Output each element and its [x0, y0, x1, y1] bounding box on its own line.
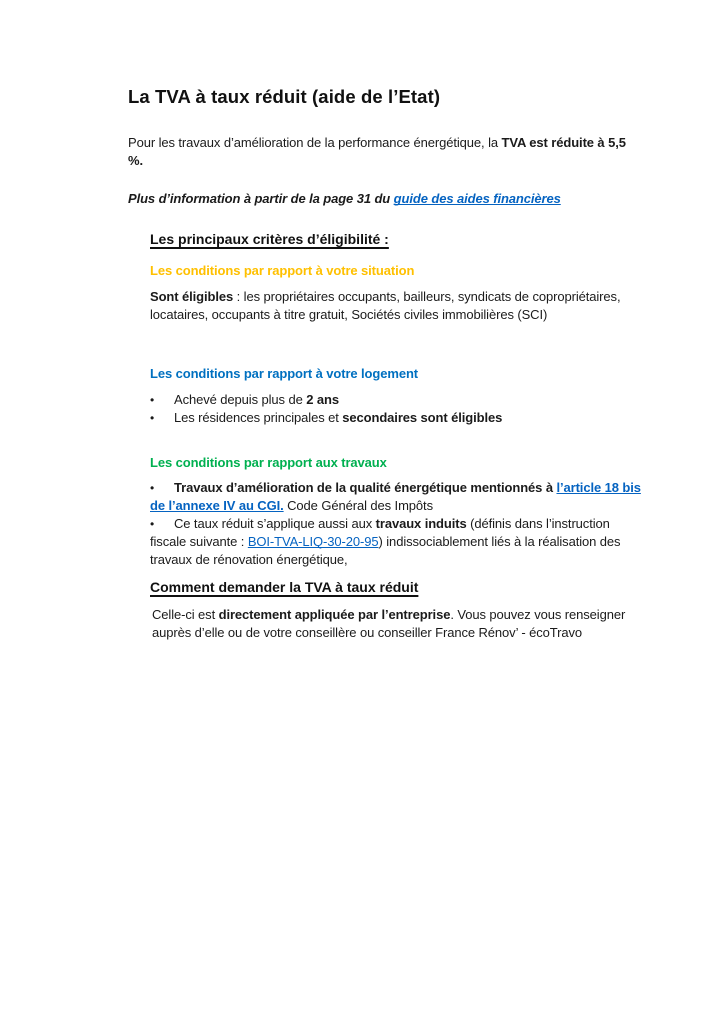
- travaux-bullet2-bold: travaux induits: [375, 516, 467, 531]
- eligibility-criteria-heading: Les principaux critères d’éligibilité :: [150, 231, 389, 247]
- travaux-bullet2-text3: ) indissociablement liés à la réalisation des travaux de rénovation énergétique,: [150, 534, 621, 567]
- travaux-bullet-list: [150, 479, 642, 569]
- logement-bullet-list: [150, 391, 642, 427]
- bullet-icon: •: [150, 517, 155, 531]
- intro-paragraph: [128, 134, 642, 170]
- list-item: [150, 391, 642, 409]
- logement-conditions-heading: Les conditions par rapport à votre logement: [150, 366, 419, 381]
- logement-bullet-bold: 2 ans: [306, 392, 339, 407]
- how-to-request-heading: Comment demander la TVA à taux réduit: [150, 579, 419, 595]
- howto-text2: . Vous pouvez vous renseigner auprès d’elle ou de votre conseillère ou conseiller France Rénov’ - écoTravo: [152, 607, 626, 640]
- how-to-paragraph: [152, 606, 648, 642]
- bullet-icon: •: [150, 481, 155, 495]
- logement-bullet-text: Achevé depuis plus de: [174, 392, 307, 407]
- travaux-bullet2-text1: Ce taux réduit s’applique aussi aux: [174, 516, 376, 531]
- list-item: [150, 515, 642, 569]
- bullet-icon: •: [150, 393, 155, 407]
- article-18-bis-cgi-link[interactable]: l’article 18 bis de l’annexe IV au CGI.: [150, 480, 641, 513]
- list-item: [150, 479, 642, 515]
- guide-aides-financieres-link[interactable]: guide des aides financières: [393, 191, 561, 206]
- more-info-line: [128, 190, 642, 208]
- more-info-text: Plus d’information à partir de la page 31 du: [128, 191, 394, 206]
- document-title: La TVA à taux réduit (aide de l’Etat): [128, 86, 441, 107]
- situation-lead-bold: Sont éligibles: [150, 289, 234, 304]
- main-content: [150, 229, 642, 642]
- logement-bullet-text: Les résidences principales et: [174, 410, 343, 425]
- travaux-bullet1-bold: Travaux d’amélioration de la qualité énergétique mentionnés à: [174, 480, 557, 495]
- bullet-icon: •: [150, 411, 155, 425]
- howto-text1: Celle-ci est: [152, 607, 219, 622]
- logement-bullet-bold: secondaires sont éligibles: [342, 410, 503, 425]
- travaux-conditions-heading: Les conditions par rapport aux travaux: [150, 455, 387, 470]
- intro-text: Pour les travaux d’amélioration de la performance énergétique, la: [128, 135, 502, 150]
- intro-text-bold: TVA est réduite à 5,5 %.: [128, 135, 626, 168]
- situation-body-text: : les propriétaires occupants, bailleurs, syndicats de copropriétaires, locataires, occupants à titre gratuit, Sociétés civiles immobilières (SCI): [150, 289, 621, 322]
- travaux-bullet2-text2: (définis dans l’instruction fiscale suivante :: [150, 516, 610, 549]
- howto-bold: directement appliquée par l’entreprise: [218, 607, 451, 622]
- list-item: [150, 409, 642, 427]
- travaux-bullet1-text: Code Général des Impôts: [283, 498, 433, 513]
- boi-tva-liq-link[interactable]: BOI-TVA-LIQ-30-20-95: [247, 534, 379, 549]
- situation-conditions-heading: Les conditions par rapport à votre situation: [150, 263, 415, 278]
- situation-paragraph: [150, 288, 642, 324]
